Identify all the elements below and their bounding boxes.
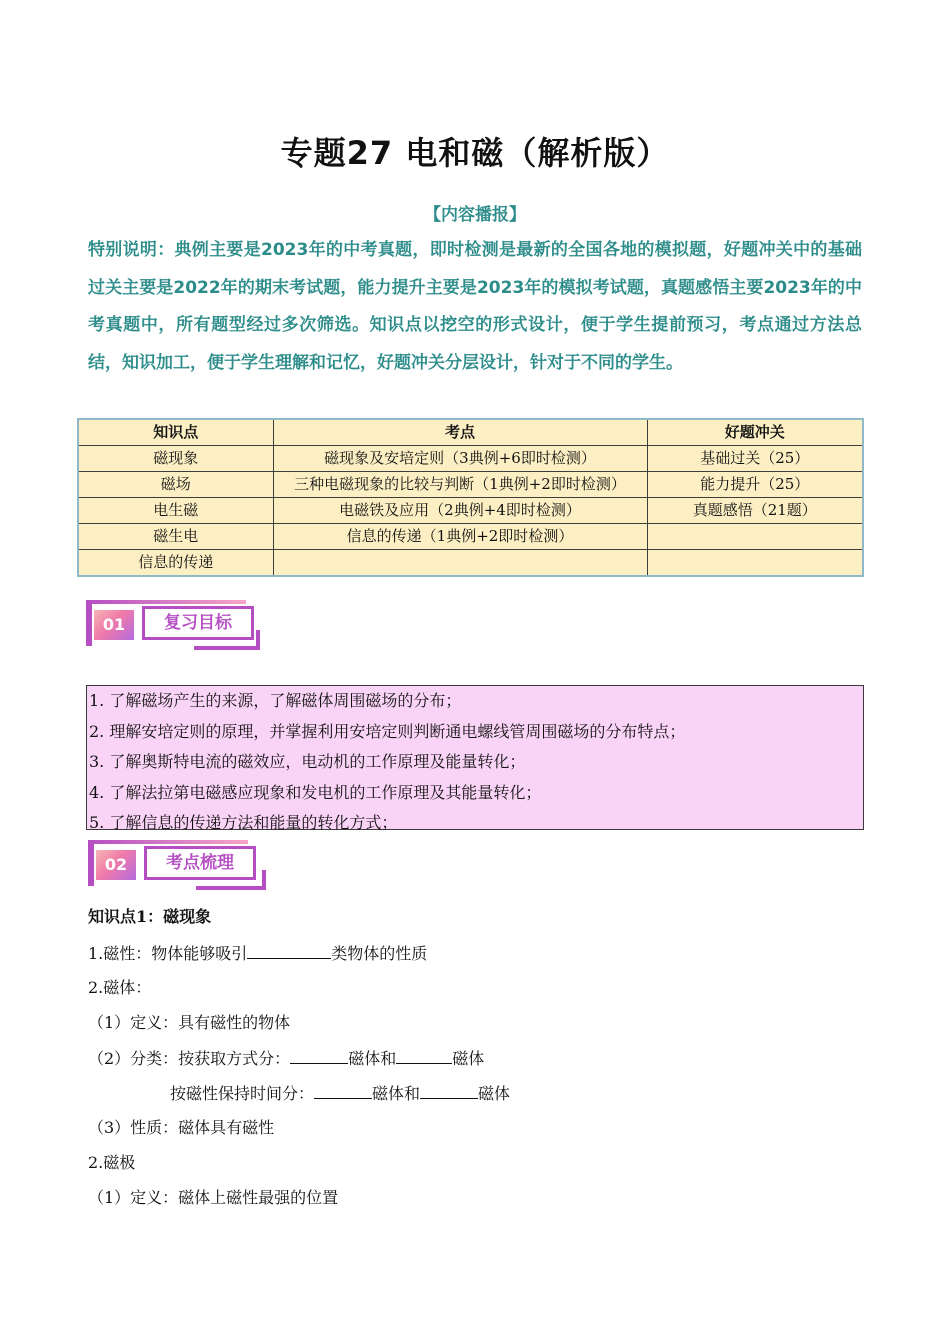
table-cell: 磁现象 [78, 446, 273, 472]
table-cell: 磁场 [78, 472, 273, 498]
content-broadcast-heading: 【内容播报】 [424, 205, 526, 225]
table-cell [647, 550, 863, 577]
knowledge-line: （1）定义：磁体上磁性最强的位置 [88, 1188, 339, 1207]
table-cell [647, 524, 863, 550]
text: 磁体和 [372, 1084, 421, 1103]
knowledge-line [170, 1080, 510, 1104]
overview-table [77, 418, 864, 577]
table-cell: 能力提升（25） [647, 472, 863, 498]
table-row [78, 550, 863, 577]
table-header-cell: 考点 [273, 419, 647, 446]
table-row [78, 446, 863, 472]
goal-item: 1. 了解磁场产生的来源，了解磁体周围磁场的分布； [89, 691, 462, 710]
fill-blank[interactable] [290, 1045, 348, 1064]
fill-blank[interactable] [314, 1080, 372, 1099]
table-cell: 磁生电 [78, 524, 273, 550]
knowledge-line [88, 1045, 484, 1069]
fill-blank[interactable] [396, 1045, 452, 1064]
goal-item: 4. 了解法拉第电磁感应现象和发电机的工作原理及其能量转化； [89, 782, 542, 802]
table-cell: 三种电磁现象的比较与判断（1典例+2即时检测） [273, 472, 647, 498]
knowledge-line: （3）性质：磁体具有磁性 [88, 1118, 275, 1137]
knowledge-heading: 知识点1：磁现象 [88, 907, 212, 926]
goal-item: 5. 了解信息的传递方法和能量的转化方式； [89, 813, 398, 832]
special-note: 特别说明：典例主要是2023年的中考真题，即时检测是最新的全国各地的模拟题，好题冲关中的基础过关主要是2022年的期末考试题，能力提升主要是2023年的模拟考试题，真题感悟主要2023年的中考真题中，所有题型经过多次筛选。知识点以挖空的形式设计，便于学生提前预习，考点通过方法总结，知识加工，便于学生理解和记忆，好题冲关分层设计，针对于不同的学生。 [88, 240, 863, 373]
page-title: 专题27 电和磁（解析版） [280, 134, 670, 172]
goal-item: 2. 理解安培定则的原理，并掌握利用安培定则判断通电螺线管周围磁场的分布特点； [89, 721, 686, 741]
text: 类物体的性质 [331, 944, 428, 963]
section-number: 02 [96, 850, 136, 880]
text: 1.磁性：物体能够吸引 [88, 944, 248, 963]
text: （2）分类：按获取方式分： [88, 1049, 291, 1068]
table-cell: 真题感悟（21题） [647, 498, 863, 524]
knowledge-line: 2.磁极 [88, 1153, 136, 1172]
table-cell: 基础过关（25） [647, 446, 863, 472]
table-cell: 电磁铁及应用（2典例+4即时检测） [273, 498, 647, 524]
fill-blank[interactable] [247, 940, 331, 959]
text: 按磁性保持时间分： [170, 1084, 315, 1103]
table-header-cell: 好题冲关 [647, 419, 863, 446]
table-cell [273, 550, 647, 577]
table-row [78, 524, 863, 550]
table-cell: 信息的传递 [78, 550, 273, 577]
table-header-cell: 知识点 [78, 419, 273, 446]
text: 磁体和 [348, 1049, 397, 1068]
section-label: 考点梳理 [144, 846, 256, 880]
section-badge-key-points [88, 840, 278, 900]
review-goals-box [86, 685, 864, 830]
table-cell: 电生磁 [78, 498, 273, 524]
table-cell: 信息的传递（1典例+2即时检测） [273, 524, 647, 550]
section-badge-review-goals [86, 600, 276, 660]
knowledge-line: 2.磁体： [88, 978, 152, 997]
table-header-row [78, 419, 863, 446]
goal-item: 3. 了解奥斯特电流的磁效应，电动机的工作原理及能量转化； [89, 752, 526, 771]
knowledge-line: （1）定义：具有磁性的物体 [88, 1013, 291, 1032]
table-row [78, 472, 863, 498]
table-row [78, 498, 863, 524]
text: 磁体 [452, 1049, 485, 1068]
section-label: 复习目标 [142, 606, 254, 640]
knowledge-line [88, 940, 427, 964]
section-number: 01 [94, 610, 134, 640]
text: 磁体 [478, 1084, 511, 1103]
table-cell: 磁现象及安培定则（3典例+6即时检测） [273, 446, 647, 472]
fill-blank[interactable] [420, 1080, 478, 1099]
